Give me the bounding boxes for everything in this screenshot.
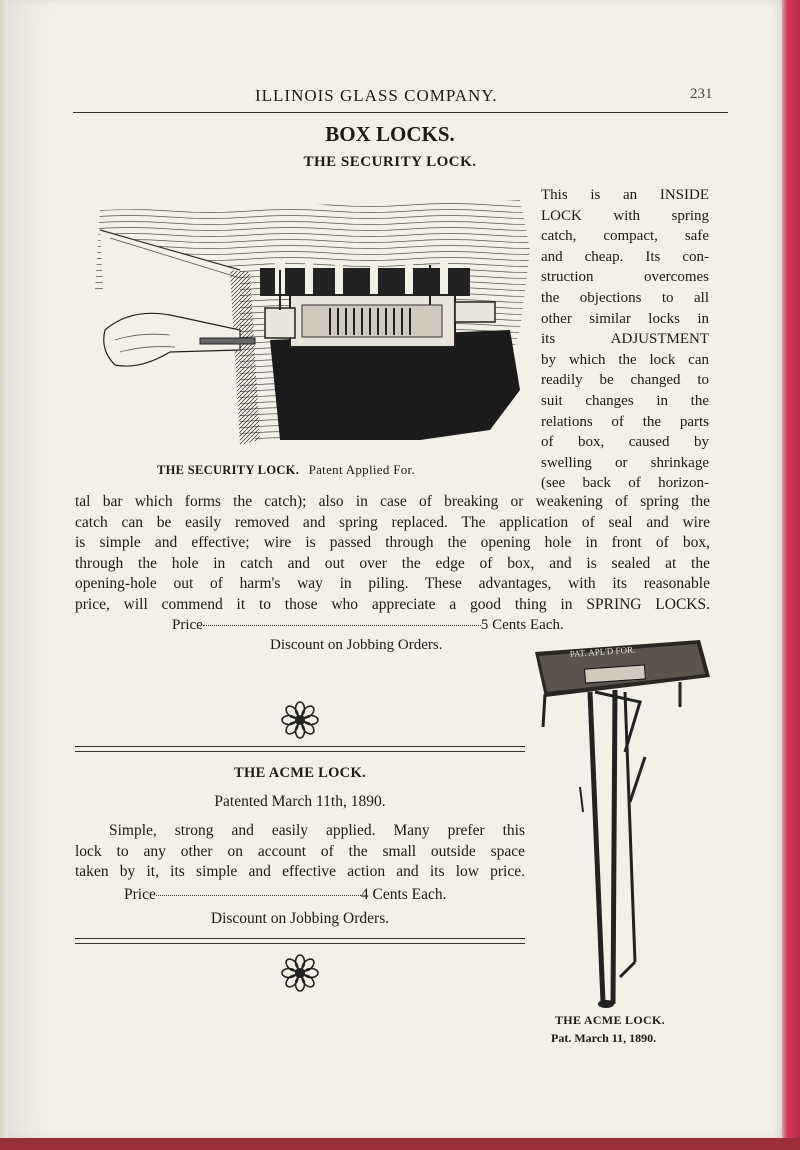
text-line: (see back of horizon- bbox=[541, 475, 709, 492]
cover-bottom-edge bbox=[0, 1138, 800, 1150]
text-line: by which the lock can bbox=[541, 351, 709, 368]
text-line: Simple, strong and easily applied. Many prefer this bbox=[109, 822, 525, 839]
rosette-ornament-icon bbox=[280, 953, 320, 993]
acme-lock-caption: THE ACME LOCK. bbox=[555, 1013, 665, 1027]
running-head: ILLINOIS GLASS COMPANY. bbox=[255, 86, 498, 105]
text-line: catch can be easily removed and spring replaced. The application of seal and wire bbox=[75, 513, 710, 531]
text-line: tal bar which forms the catch); also in case of breaking or weakening of spring the bbox=[75, 493, 710, 510]
text-line: taken by it, its simple and effective action and its low price. bbox=[75, 863, 525, 880]
acme-lock-title: THE ACME LOCK. bbox=[234, 765, 366, 781]
text-line: price, will commend it to those who appreciate a good thing in SPRING LOCKS. bbox=[75, 595, 710, 613]
security-lock-caption bbox=[157, 462, 415, 478]
price-value: 5 Cents Each. bbox=[480, 617, 564, 633]
caption-note: Patent Applied For. bbox=[308, 462, 416, 477]
section-title: BOX LOCKS. bbox=[325, 122, 455, 146]
acme-lock-description bbox=[75, 821, 525, 883]
text-line: and cheap. Its con- bbox=[541, 248, 709, 265]
text-line: lock to any other on account of the small outside space bbox=[75, 842, 525, 860]
section-subtitle: THE SECURITY LOCK. bbox=[303, 154, 477, 170]
security-lock-price bbox=[172, 617, 564, 634]
acme-lock-patent: Patented March 11th, 1890. bbox=[214, 793, 386, 810]
security-lock-discount: Discount on Jobbing Orders. bbox=[270, 637, 443, 653]
text-line: is simple and effective; wire is passed through the opening hole in front of box, bbox=[75, 534, 710, 552]
text-line: struction overcomes bbox=[541, 269, 709, 286]
text-line: catch, compact, safe bbox=[541, 228, 709, 245]
security-lock-illustration bbox=[90, 190, 535, 452]
price-label: Price bbox=[124, 886, 156, 903]
caption-title: THE SECURITY LOCK. bbox=[157, 463, 300, 477]
section-divider bbox=[75, 746, 525, 752]
text-line: This is an INSIDE bbox=[541, 187, 709, 203]
leader-dots bbox=[203, 625, 481, 626]
section-divider bbox=[75, 938, 525, 944]
text-line: opening-hole out of harm's way in piling. These advantages, with its reasonable bbox=[75, 575, 710, 593]
cover-edge bbox=[782, 0, 800, 1150]
rosette-ornament-icon bbox=[280, 700, 320, 740]
text-line: readily be changed to bbox=[541, 372, 709, 389]
acme-lock-illustration bbox=[525, 632, 715, 1012]
text-line: relations of the parts bbox=[541, 413, 709, 430]
price-label: Price bbox=[172, 617, 203, 633]
acme-lock-caption-note: Pat. March 11, 1890. bbox=[551, 1031, 657, 1045]
text-line: swelling or shrinkage bbox=[541, 454, 709, 471]
security-lock-description-side bbox=[541, 185, 709, 494]
page-number: 231 bbox=[690, 86, 713, 102]
plate-text: PAT. APL'D FOR. bbox=[569, 644, 636, 659]
security-lock-description-full bbox=[75, 492, 710, 616]
leader-dots bbox=[156, 895, 361, 896]
text-line: other similar locks in bbox=[541, 310, 709, 327]
text-line: suit changes in the bbox=[541, 392, 709, 409]
price-value: 4 Cents Each. bbox=[360, 886, 447, 903]
acme-lock-discount: Discount on Jobbing Orders. bbox=[210, 910, 390, 927]
acme-lock-price bbox=[124, 886, 447, 904]
text-line: the objections to all bbox=[541, 289, 709, 306]
header-rule bbox=[73, 112, 728, 113]
text-line: LOCK with spring bbox=[541, 207, 709, 224]
text-line: of box, caused by bbox=[541, 434, 709, 451]
text-line: its ADJUSTMENT bbox=[541, 331, 709, 348]
text-line: through the hole in catch and out over the edge of box, and is sealed at the bbox=[75, 554, 710, 572]
